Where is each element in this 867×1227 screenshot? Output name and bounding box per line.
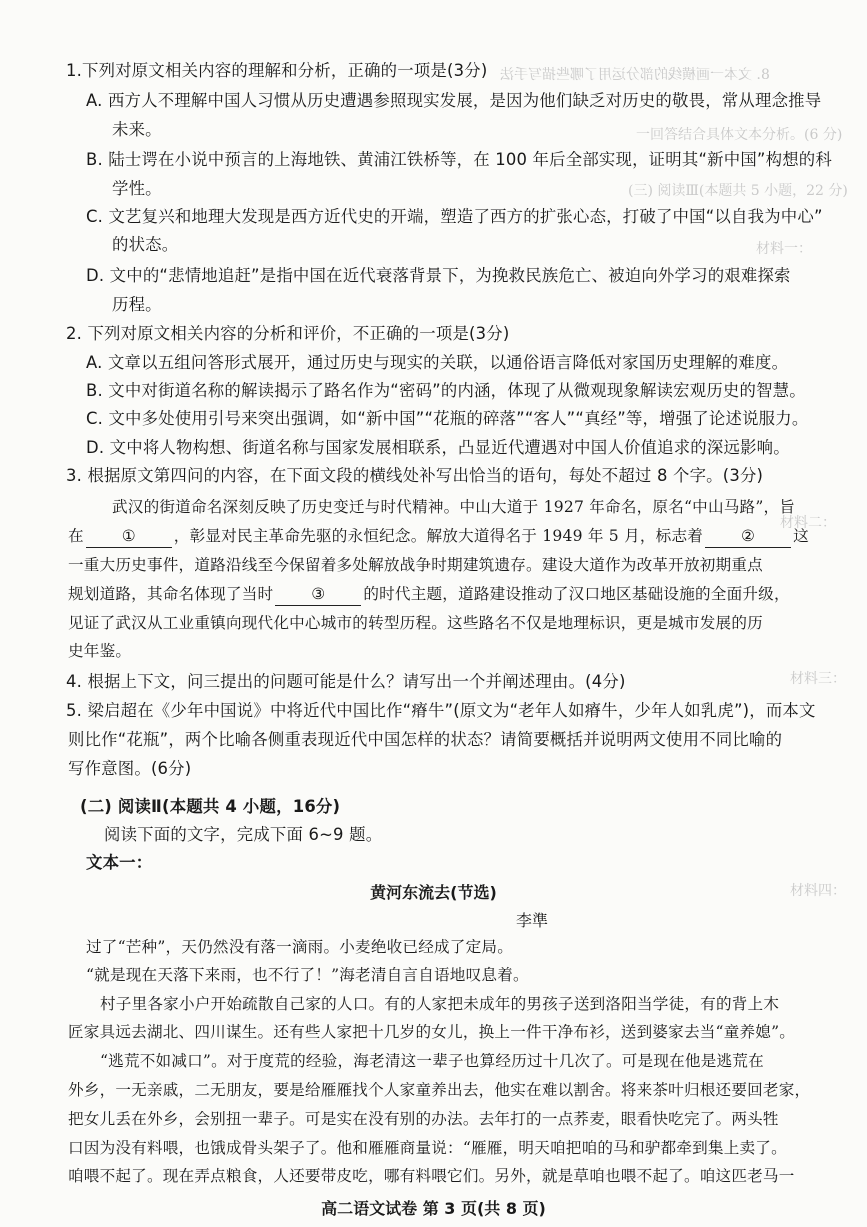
- question-5-cont: 写作意图。(6分): [68, 759, 192, 778]
- bleed-through-text: 材料一：: [756, 241, 812, 257]
- section-instruction: 阅读下面的文字，完成下面 6~9 题。: [104, 825, 383, 844]
- story-paragraph: “就是现在天落下来雨，也不行了！”海老清自言自语地叹息着。: [86, 966, 529, 984]
- bleed-through-text: 材料四：: [790, 883, 846, 899]
- question-4-stem: 4. 根据上下文，问三提出的问题可能是什么？请写出一个并阐述理由。(4分): [66, 672, 626, 691]
- q3-passage-line: 在 ① ，彰显对民主革命先驱的永恒纪念。解放大道得名于 1949 年 5 月，标志着 ② 这: [68, 525, 809, 548]
- story-paragraph: 咱喂不起了。现在弄点粮食，人还要带皮吃，哪有料喂它们。另外，就是草咱也喂不起了。咱这匹老马一: [68, 1167, 795, 1185]
- text-label: 文本一：: [86, 853, 153, 872]
- story-paragraph: 外乡，一无亲戚，二无朋友，要是给雁雁找个人家童养出去，他实在难以割舍。将来茶叶归根还要回老家，: [68, 1081, 811, 1099]
- question-5-cont: 则比作“花瓶”，两个比喻各侧重表现近代中国怎样的状态？请简要概括并说明两文使用不同比喻的: [68, 730, 783, 749]
- question-2-stem: 2. 下列对原文相关内容的分析和评价，不正确的一项是(3分): [66, 324, 510, 343]
- fill-blank-1[interactable]: ①: [86, 525, 172, 548]
- q3-passage-line: 武汉的街道命名深刻反映了历史变迁与时代精神。中山大道于 1927 年命名，原名“中山马路”，旨: [112, 498, 796, 516]
- q2-option-a: A. 文章以五组问答形式展开，通过历史与现实的关联，以通俗语言降低对家国历史理解的难度。: [86, 353, 789, 372]
- bleed-through-text: (三) 阅读Ⅲ(本题共 5 小题，22 分): [628, 183, 848, 199]
- bleed-through-text: 材料二：: [780, 515, 836, 531]
- q1-option-a-cont: 未来。: [112, 120, 162, 139]
- q1-option-b: B. 陆士谔在小说中预言的上海地铁、黄浦江铁桥等，在 100 年后全部实现，证明其“新中国”构想的科: [86, 150, 832, 169]
- section-heading: (二) 阅读Ⅱ(本题共 4 小题，16分): [80, 797, 341, 816]
- q1-option-d-cont: 历程。: [112, 295, 162, 314]
- bleed-through-text: 材料三：: [790, 671, 846, 687]
- story-paragraph: 口因为没有料喂，也饿成骨头架子了。他和雁雁商量说：“雁雁，明天咱把咱的马和驴都牵到集上卖了。: [68, 1139, 787, 1157]
- story-paragraph: “逃荒不如减口”。对于度荒的经验，海老清这一辈子也算经历过十几次了。可是现在他是逃荒在: [100, 1052, 764, 1070]
- q3-passage-line: 史年鉴。: [68, 642, 132, 660]
- story-paragraph: 把女儿丢在外乡，会别扭一辈子。可是实在没有别的办法。去年打的一点荞麦，眼看快吃完了。两头牲: [68, 1110, 779, 1128]
- q3-passage-line: 一重大历史事件，道路沿线至今保留着多处解放战争时期建筑遗存。建设大道作为改革开放初期重点: [68, 556, 763, 574]
- q2-option-b: B. 文中对街道名称的解读揭示了路名作为“密码”的内涵，体现了从微观现象解读宏观历史的智慧。: [86, 381, 806, 400]
- q2-option-c: C. 文中多处使用引号来突出强调，如“新中国”“花瓶的碎落”“客人”“真经”等，增强了论述说服力。: [86, 409, 809, 428]
- story-title: 黄河东流去(节选): [370, 883, 497, 902]
- q1-option-b-cont: 学性。: [112, 179, 162, 198]
- q1-option-a: A. 西方人不理解中国人习惯从历史遭遇参照现实发展，是因为他们缺乏对历史的敬畏，常从理念推导: [86, 91, 822, 110]
- story-paragraph: 匠家具远去湖北、四川谋生。还有些人家把十几岁的女儿，换上一件干净布衫，送到婆家去当“童养媳”。: [68, 1023, 796, 1041]
- q1-option-c-cont: 的状态。: [112, 235, 179, 254]
- q1-option-d: D. 文中的“悲情地追赶”是指中国在近代衰落背景下，为挽救民族危亡、被迫向外学习的艰难探索: [86, 266, 791, 285]
- bleed-through-text: 8. 文本一画横线的部分运用了哪些描写手法: [500, 67, 770, 83]
- question-1-stem: 1.下列对原文相关内容的理解和分析，正确的一项是(3分): [66, 61, 488, 80]
- fill-blank-2[interactable]: ②: [705, 525, 791, 548]
- fill-blank-3[interactable]: ③: [275, 583, 361, 606]
- bleed-through-text: 一回答结合具体文本分析。(6 分): [636, 127, 843, 143]
- story-author: 李準: [516, 911, 549, 930]
- page-footer: 高二语文试卷 第 3 页(共 8 页): [321, 1199, 546, 1218]
- q1-option-c: C. 文艺复兴和地理大发现是西方近代史的开端，塑造了西方的扩张心态，打破了中国“以自我为中心”: [86, 207, 823, 226]
- q2-option-d: D. 文中将人物构想、街道名称与国家发展相联系，凸显近代遭遇对中国人价值追求的深远影响。: [86, 438, 790, 457]
- story-paragraph: 过了“芒种”，天仍然没有落一滴雨。小麦绝收已经成了定局。: [86, 938, 513, 956]
- q3-passage-line: 见证了武汉从工业重镇向现代化中心城市的转型历程。这些路名不仅是地理标识，更是城市发展的历: [68, 614, 763, 632]
- story-paragraph: 村子里各家小户开始疏散自己家的人口。有的人家把未成年的男孩子送到洛阳当学徒，有的背上木: [100, 995, 780, 1013]
- q3-passage-line: 规划道路，其命名体现了当时 ③ 的时代主题，道路建设推动了汉口地区基础设施的全面升级，: [68, 583, 790, 606]
- question-3-stem: 3. 根据原文第四问的内容，在下面文段的横线处补写出恰当的语句，每处不超过 8 个字。(3分): [66, 466, 764, 485]
- question-5-stem: 5. 梁启超在《少年中国说》中将近代中国比作“瘠牛”(原文为“老年人如瘠牛，少年人如乳虎”)，而本文: [66, 701, 816, 720]
